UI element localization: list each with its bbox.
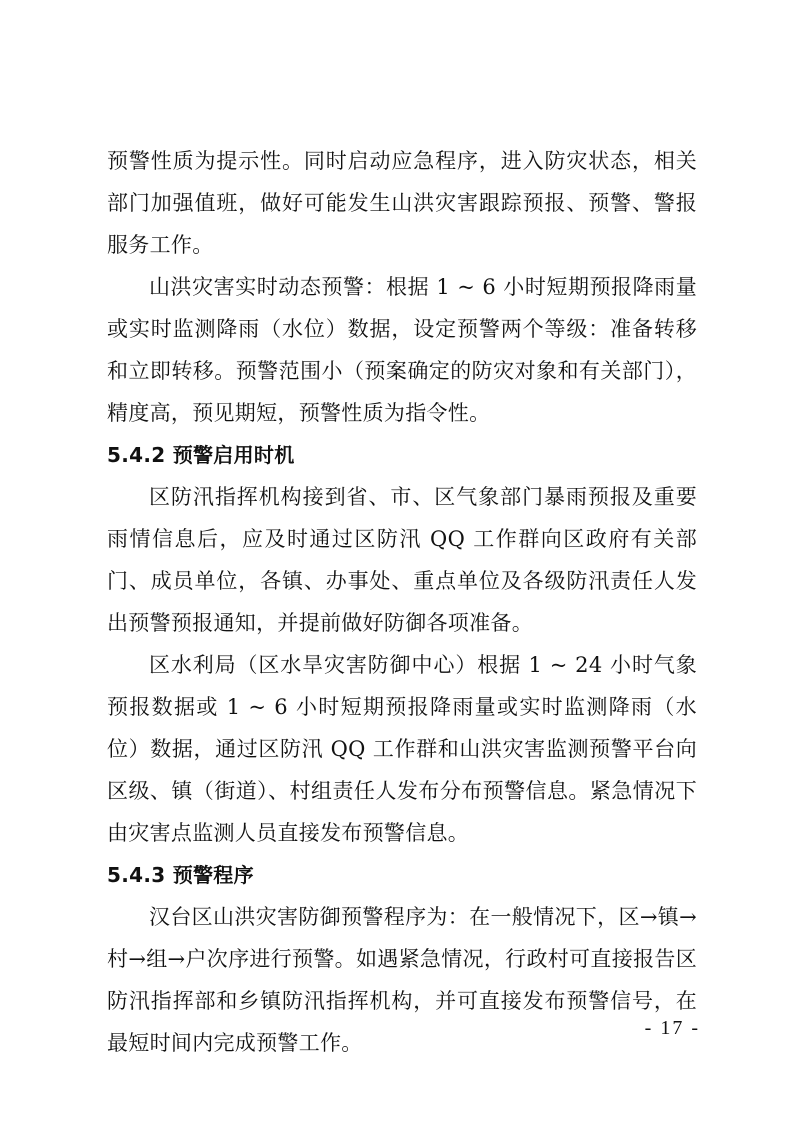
paragraph-warning-activation: 区防汛指挥机构接到省、市、区气象部门暴雨预报及重要雨情信息后，应及时通过区防汛 QQ 工作群向区政府有关部门、成员单位，各镇、办事处、重点单位及各级防汛责任人发出预警预报通知，并提前做好防御各项准备。 bbox=[107, 485, 697, 635]
paragraph-warning-procedure: 汉台区山洪灾害防御预警程序为：在一般情况下，区→镇→村→组→户次序进行预警。如遇紧急情况，行政村可直接报告区防汛指挥部和乡镇防汛指挥机构，并可直接发布预警信号，在最短时间内完成预警工作。 bbox=[107, 905, 697, 1055]
paragraph-warning-nature: 预警性质为提示性。同时启动应急程序，进入防灾状态，相关部门加强值班，做好可能发生山洪灾害跟踪预报、预警、警报服务工作。 bbox=[107, 149, 697, 257]
section-heading-5-4-2: 5.4.2 预警启用时机 bbox=[107, 443, 295, 467]
page-number: - 17 - bbox=[644, 1017, 700, 1039]
document-body bbox=[107, 140, 697, 1064]
section-heading-5-4-3: 5.4.3 预警程序 bbox=[107, 863, 254, 887]
paragraph-realtime-warning: 山洪灾害实时动态预警：根据 1 ~ 6 小时短期预报降雨量或实时监测降雨（水位）数据，设定预警两个等级：准备转移和立即转移。预警范围小（预案确定的防灾对象和有关部门），精度高，预见期短，预警性质为指令性。 bbox=[107, 275, 697, 425]
paragraph-water-bureau: 区水利局（区水旱灾害防御中心）根据 1 ~ 24 小时气象预报数据或 1 ~ 6 小时短期预报降雨量或实时监测降雨（水位）数据，通过区防汛 QQ 工作群和山洪灾害监测预警平台向区级、镇（街道）、村组责任人发布分布预警信息。紧急情况下由灾害点监测人员直接发布预警信息。 bbox=[107, 653, 697, 845]
